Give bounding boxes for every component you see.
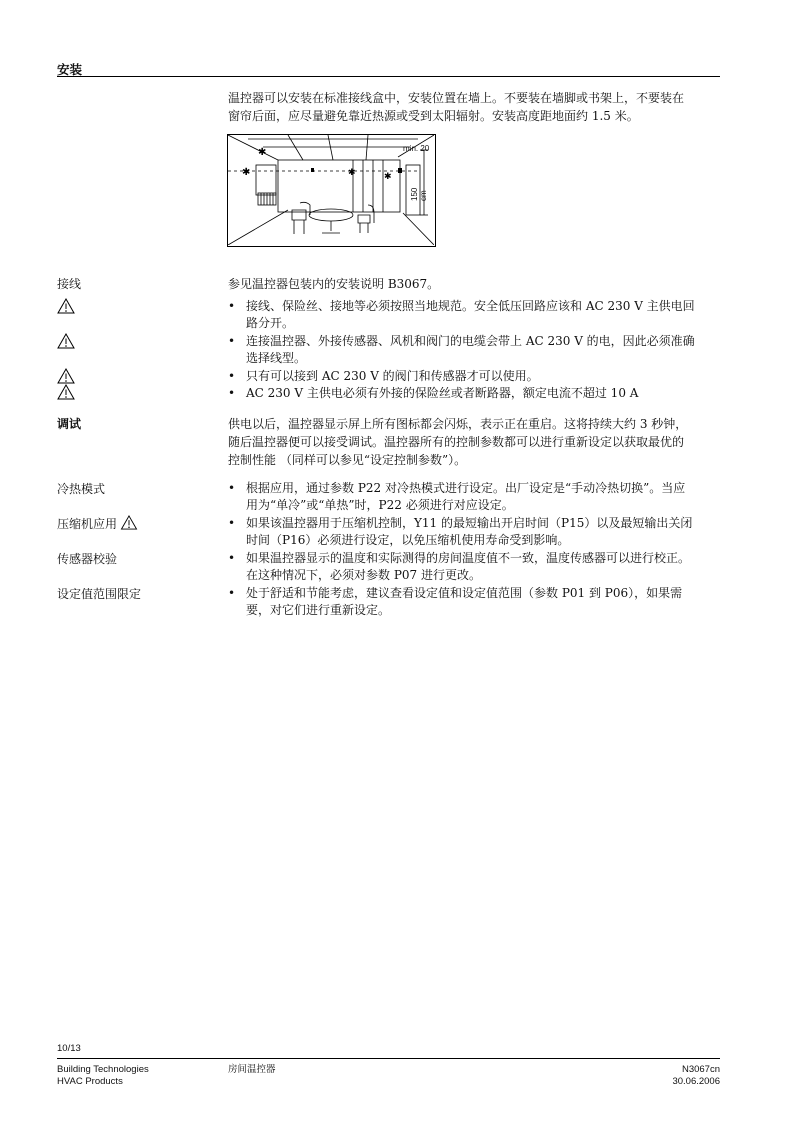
bullet-text: 接线、保险丝、接地等必须按照当地规范。安全低压回路应该和 AC 230 V 主供电回 — [246, 299, 695, 313]
bullet-text: 选择线型。 — [246, 351, 307, 365]
warning-icon — [57, 384, 75, 400]
bullet-dot: • — [228, 551, 236, 565]
footer-doc-number: N3067cn — [681, 1064, 720, 1075]
footer-company-line: Building Technologies — [57, 1064, 149, 1075]
svg-text:✱: ✱ — [384, 172, 392, 182]
svg-text:✱: ✱ — [258, 147, 267, 158]
bullet-dot: • — [228, 516, 236, 530]
bullet-text: 要，对它们进行重新设定。 — [246, 603, 391, 617]
commissioning-label: 调试 — [57, 417, 82, 431]
svg-text:✱: ✱ — [348, 168, 356, 178]
footer-date: 30.06.2006 — [672, 1076, 720, 1087]
item-bullet — [228, 515, 720, 549]
item-label-sensor: 传感器校验 — [57, 552, 118, 566]
footer-product: 房间温控器 — [228, 1064, 276, 1075]
bullet-text: AC 230 V 主供电必须有外接的保险丝或者断路器，额定电流不超过 10 A — [246, 386, 639, 400]
wiring-bullet — [228, 368, 720, 385]
page-number: 10/13 — [57, 1043, 81, 1054]
commissioning-line: 控制性能 （同样可以参见“设定控制参数”）。 — [228, 453, 467, 467]
bullet-text: 根据应用，通过参数 P22 对冷热模式进行设定。出厂设定是“手动冷热切换”。当应 — [246, 481, 686, 495]
footer-company — [57, 1064, 149, 1088]
installation-figure — [227, 134, 436, 247]
bullet-text: 时间（P16）必须进行设定，以免压缩机使用寿命受到影响。 — [246, 533, 570, 547]
commissioning-line: 随后温控器便可以接受调试。温控器所有的控制参数都可以进行重新设定以获取最优的 — [228, 435, 685, 449]
wiring-bullet — [228, 385, 720, 402]
bullet-dot: • — [228, 369, 236, 383]
wiring-bullet — [228, 298, 720, 332]
intro-paragraph — [228, 89, 720, 125]
dimension-label-side: 150 cm — [410, 187, 428, 201]
bullet-dot: • — [228, 334, 236, 348]
item-label-setpoint: 设定值范围限定 — [57, 587, 142, 601]
bullet-dot: • — [228, 299, 236, 313]
bullet-text: 用为“单冷”或“单热”时，P22 必须进行对应设定。 — [246, 498, 514, 512]
bullet-dot: • — [228, 481, 236, 495]
commissioning-paragraph — [228, 415, 720, 469]
bullet-text: 如果温控器显示的温度和实际测得的房间温度值不一致，温度传感器可以进行校正。 — [246, 551, 691, 565]
wiring-text: 参见温控器包装内的安装说明 B3067。 — [228, 277, 440, 291]
intro-line: 窗帘后面，应尽量避免靠近热源或受到太阳辐射。安装高度距地面约 1.5 米。 — [228, 109, 639, 123]
bullet-text: 路分开。 — [246, 316, 295, 330]
bullet-text: 如果该温控器用于压缩机控制，Y11 的最短输出开启时间（P15）以及最短输出关闭 — [246, 516, 693, 530]
item-bullet — [228, 585, 720, 619]
warning-icon — [57, 368, 75, 384]
commissioning-line: 供电以后，温控器显示屏上所有图标都会闪烁，表示正在重启。这将持续大约 3 秒钟， — [228, 417, 688, 431]
wiring-bullet — [228, 333, 720, 367]
item-label-text: 压缩机应用 — [57, 517, 118, 531]
warning-icon — [57, 333, 75, 349]
bullet-text: 连接温控器、外接传感器、风机和阀门的电缆会带上 AC 230 V 的电，因此必须准确 — [246, 334, 695, 348]
bullet-text: 只有可以接到 AC 230 V 的阀门和传感器才可以使用。 — [246, 369, 539, 383]
svg-text:✱: ✱ — [242, 167, 251, 178]
section-title: 安装 — [57, 62, 83, 77]
warning-icon — [57, 298, 75, 314]
bullet-text: 处于舒适和节能考虑，建议查看设定值和设定值范围（参数 P01 到 P06），如果需 — [246, 586, 683, 600]
footer-doc-info — [672, 1064, 720, 1088]
footer-company-line: HVAC Products — [57, 1076, 123, 1087]
item-label-compressor — [57, 515, 138, 533]
dimension-label-top: min. 20 — [403, 144, 430, 153]
header-rule — [57, 76, 720, 77]
wiring-label: 接线 — [57, 277, 82, 291]
bullet-dot: • — [228, 586, 236, 600]
bullet-text: 在这种情况下，必须对参数 P07 进行更改。 — [246, 568, 481, 582]
intro-line: 温控器可以安装在标准接线盒中，安装位置在墙上。不要装在墙脚或书架上，不要装在 — [228, 91, 685, 105]
item-bullet — [228, 550, 720, 584]
item-bullet — [228, 480, 720, 514]
bullet-dot: • — [228, 386, 236, 400]
footer-rule — [57, 1058, 720, 1059]
item-label-mode: 冷热模式 — [57, 482, 106, 496]
warning-icon — [120, 515, 138, 530]
